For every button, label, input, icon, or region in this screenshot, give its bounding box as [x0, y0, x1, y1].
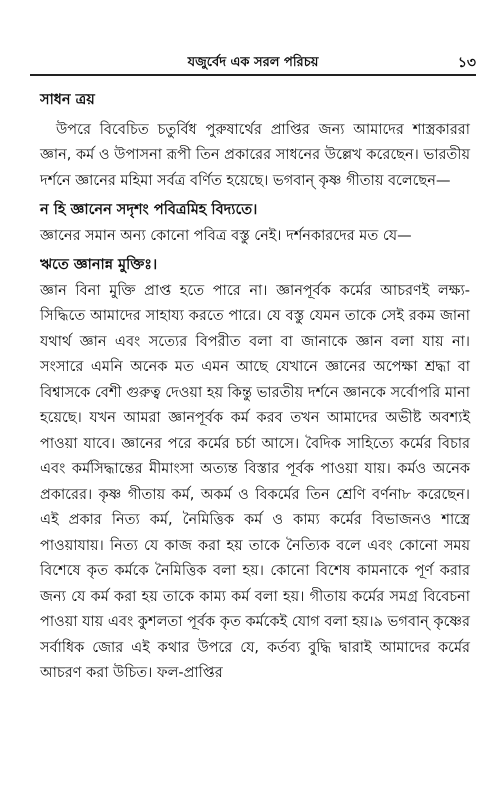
paragraph-main: জ্ঞান বিনা মুক্তি প্রাপ্ত হতে পারে না। জ্ঞানপূর্বক কর্মের আচরণই লক্ষ্য-সিদ্ধিতে আমাদের সাহায্য করতে পারে। যে বস্তু যেমন তাকে সেই রকম জানা যথার্থ জ্ঞান এবং সত্যের বিপরীত বলা বা জানাকে জ্ঞান বলা যায় না। সংসারে এমনি অনেক মত এমন আছে যেখানে জ্ঞানের অপেক্ষা শ্রদ্ধা বা বিশ্বাসকে বেশী গুরুত্ব দেওয়া হয় কিন্তু ভারতীয় দর্শনে জ্ঞানকে সর্বোপরি মানা হয়েছে। যখন আমরা জ্ঞানপূর্বক কর্ম করব তখন আমাদের অভীষ্ট অবশ্যই পাওয়া যাবে। জ্ঞানের পরে কর্মের চর্চা আসে। বৈদিক সাহিত্যে কর্মের বিচার এবং কর্মসিদ্ধান্তের মীমাংসা অত্যন্ত বিস্তার পূর্বক পাওয়া যায়। কর্মও অনেক প্রকারের। কৃষ্ণ গীতায় কর্ম, অকর্ম ও বিকর্মের তিন শ্রেণি বর্ণনা৮ করেছেন। এই প্রকার নিত্য কর্ম, নৈমিত্তিক কর্ম ও কাম্য কর্মের বিভাজনও শাস্ত্রে পাওয়াযায়। নিত্য যে কাজ করা হয় তাকে নৈত্যিক বলে এবং কোনো সময় বিশেষে কৃত কর্মকে নৈমিত্তিক বলা হয়। কোনো বিশেষ কামনাকে পূর্ণ করার জন্য যে কর্ম করা হয় তাকে কাম্য কর্ম বলা হয়। গীতায় কর্মের সমগ্র বিবেচনা পাওয়া যায় এবং কুশলতা পূর্বক কৃত কর্মকেই যোগ বলা হয়।৯ ভগবান্ কৃষ্ণের সর্বাধিক জোর এই কথার উপরে যে, কর্তব্য বুদ্ধি দ্বারাই আমাদের কর্মের আচরণ করা উচিত। ফল-প্রাপ্তির	[40, 282, 470, 681]
page-body	[40, 88, 470, 687]
page-number: ১৩	[457, 55, 476, 71]
section-heading: সাধন ত্রয়	[40, 92, 95, 108]
paragraph-quote-explanation: জ্ঞানের সমান অন্য কোনো পবিত্র বস্তু নেই। দর্শনকারদের মত যে—	[40, 227, 412, 244]
paragraph-intro: উপরে বিবেচিত চতুর্বিধ পুরুষার্থের প্রাপ্তির জন্য আমাদের শাস্ত্রকাররা জ্ঞান, কর্ম ও উপাসনা রূপী তিন প্রকারের সাধনের উল্লেখ করেছেন। ভারতীয় দর্শনে জ্ঞানের মহিমা সর্বত্র বর্ণিত হয়েছে। ভগবান্ কৃষ্ণ গীতায় বলেছেন—	[40, 121, 470, 189]
philosophy-quote: ঋতে জ্ঞানান্ন মুক্তিঃ।	[40, 257, 158, 273]
running-title: যজুর্বেদ এক সরল পরিচয়	[187, 55, 319, 70]
header-rule	[30, 74, 476, 79]
gita-quote: ন হি জ্ঞানেন সদৃশং পবিত্রমিহ বিদ্যতে।	[40, 202, 258, 218]
page-header	[30, 52, 476, 74]
